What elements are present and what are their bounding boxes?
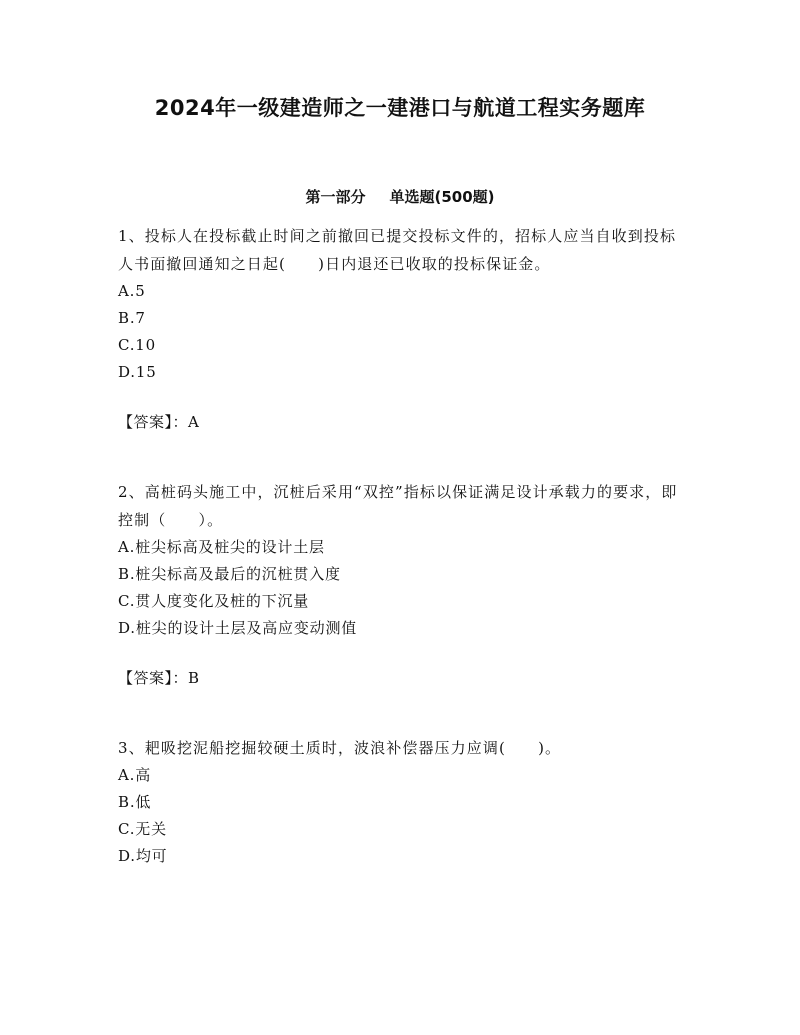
option-a: A.5 (118, 282, 146, 300)
answer-line: 【答案】：B (118, 669, 200, 687)
section-heading (0, 186, 800, 207)
option-list (118, 762, 686, 870)
question-2 (118, 478, 686, 692)
section-name: 单选题(500题) (389, 188, 495, 206)
question-3 (118, 734, 686, 870)
question-stem: 2、高桩码头施工中，沉桩后采用“双控”指标以保证满足设计承载力的要求，即控制（ ）。 (118, 483, 678, 529)
question-stem: 1、投标人在投标截止时间之前撤回已提交投标文件的，招标人应当自收到投标人书面撤回通知之日起( )日内退还已收取的投标保证金。 (118, 227, 677, 273)
option-list (118, 534, 686, 642)
question-1 (118, 222, 686, 436)
question-stem: 3、耙吸挖泥船挖掘较硬土质时，波浪补偿器压力应调( )。 (118, 739, 562, 757)
answer-line: 【答案】：A (118, 413, 200, 431)
option-c: C.贯人度变化及桩的下沉量 (118, 592, 310, 610)
option-c: C.10 (118, 336, 156, 354)
document-title: 2024年一级建造师之一建港口与航道工程实务题库 (154, 96, 646, 120)
option-d: D.桩尖的设计土层及高应变动测值 (118, 619, 358, 637)
option-d: D.均可 (118, 847, 168, 865)
option-list (118, 278, 686, 386)
option-a: A.高 (118, 766, 152, 784)
option-c: C.无关 (118, 820, 167, 838)
option-b: B.低 (118, 793, 152, 811)
option-a: A.桩尖标高及桩尖的设计土层 (118, 538, 325, 556)
option-d: D.15 (118, 363, 157, 381)
question-list (118, 222, 686, 870)
option-b: B.桩尖标高及最后的沉桩贯入度 (118, 565, 341, 583)
option-b: B.7 (118, 309, 146, 327)
section-part: 第一部分 (305, 188, 366, 206)
